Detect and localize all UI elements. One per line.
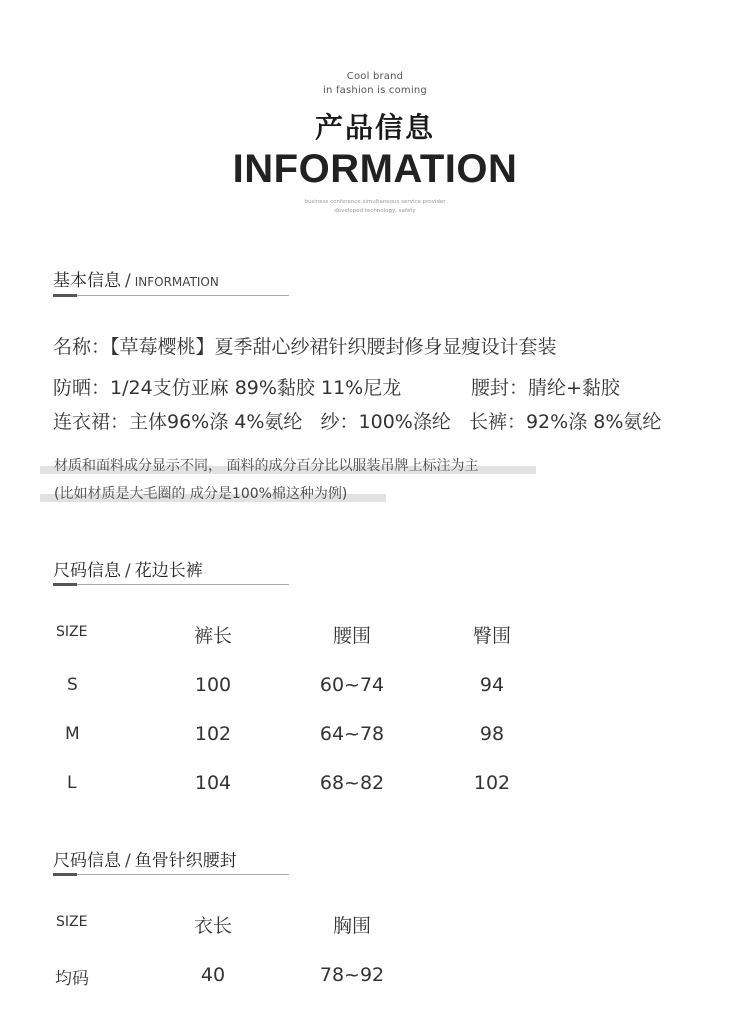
section-rule-accent xyxy=(53,873,77,876)
material-note-2: (比如材质是大毛圈的 成分是100%棉这种为例) xyxy=(54,486,348,502)
fine-print-1: business conference simultaneous service provider xyxy=(304,199,446,205)
section-slash: / xyxy=(125,851,131,871)
pants-cell: 94 xyxy=(479,674,505,696)
fabric-line-waistband: 腰封：腈纶+黏胶 xyxy=(471,377,620,399)
material-note-1: 材质和面料成分显示不同， 面料的成分百分比以服装吊牌上标注为主 xyxy=(54,458,479,474)
pants-header-waist: 腰围 xyxy=(332,625,371,647)
section-rule xyxy=(53,295,289,296)
section-title-basic-label: 基本信息 xyxy=(53,271,121,291)
waist-cell: 78~92 xyxy=(319,964,385,986)
fine-print-2: developed technology, safety xyxy=(334,208,416,214)
page-title-en: INFORMATION xyxy=(232,147,518,191)
tagline-fashion: in fashion is coming xyxy=(323,85,427,96)
pants-cell: 100 xyxy=(194,674,232,696)
section-subtitle-pants: 花边长裤 xyxy=(134,561,203,581)
section-title-pants-label: 尺码信息 xyxy=(53,561,121,581)
pants-cell: 68~82 xyxy=(319,772,385,794)
section-title-waistband xyxy=(53,846,237,871)
section-subtitle-basic: INFORMATION xyxy=(134,275,219,289)
section-rule xyxy=(53,584,289,585)
waist-header-bust: 胸围 xyxy=(332,915,371,937)
product-name-line: 名称：【草莓樱桃】夏季甜心纱裙针织腰封修身显瘦设计套装 xyxy=(53,336,557,358)
tagline-cool-brand: Cool brand xyxy=(346,71,404,82)
section-rule-accent xyxy=(53,294,77,297)
pants-header-size: SIZE xyxy=(56,624,88,640)
pants-cell: 102 xyxy=(473,772,511,794)
page-title-cn: 产品信息 xyxy=(314,111,435,144)
section-subtitle-waistband: 鱼骨针织腰封 xyxy=(134,851,237,871)
section-title-pants xyxy=(53,556,203,581)
section-title-waistband-label: 尺码信息 xyxy=(53,851,121,871)
pants-header-hip: 臀围 xyxy=(472,625,511,647)
waist-row-size: 均码 xyxy=(55,969,89,989)
waist-header-length: 衣长 xyxy=(193,915,232,937)
section-rule xyxy=(53,874,289,875)
pants-cell: 64~78 xyxy=(319,723,385,745)
pants-header-length: 裤长 xyxy=(193,625,232,647)
fabric-line-dress: 连衣裙：主体96%涤 4%氨纶 纱：100%涤纶 长裤：92%涤 8%氨纶 xyxy=(53,411,662,433)
pants-cell: 104 xyxy=(194,772,232,794)
fabric-line-sunscreen: 防晒：1/24支仿亚麻 89%黏胶 11%尼龙 xyxy=(53,377,402,399)
pants-cell: 102 xyxy=(194,723,232,745)
pants-row-size: M xyxy=(65,724,80,744)
waist-cell: 40 xyxy=(200,964,226,986)
pants-cell: 60~74 xyxy=(319,674,385,696)
pants-row-size: L xyxy=(67,773,77,793)
pants-row-size: S xyxy=(67,675,78,695)
section-rule-accent xyxy=(53,583,77,586)
section-slash: / xyxy=(125,271,131,291)
section-slash: / xyxy=(125,561,131,581)
waist-header-size: SIZE xyxy=(56,914,88,930)
pants-cell: 98 xyxy=(479,723,505,745)
section-title-basic xyxy=(53,266,219,291)
